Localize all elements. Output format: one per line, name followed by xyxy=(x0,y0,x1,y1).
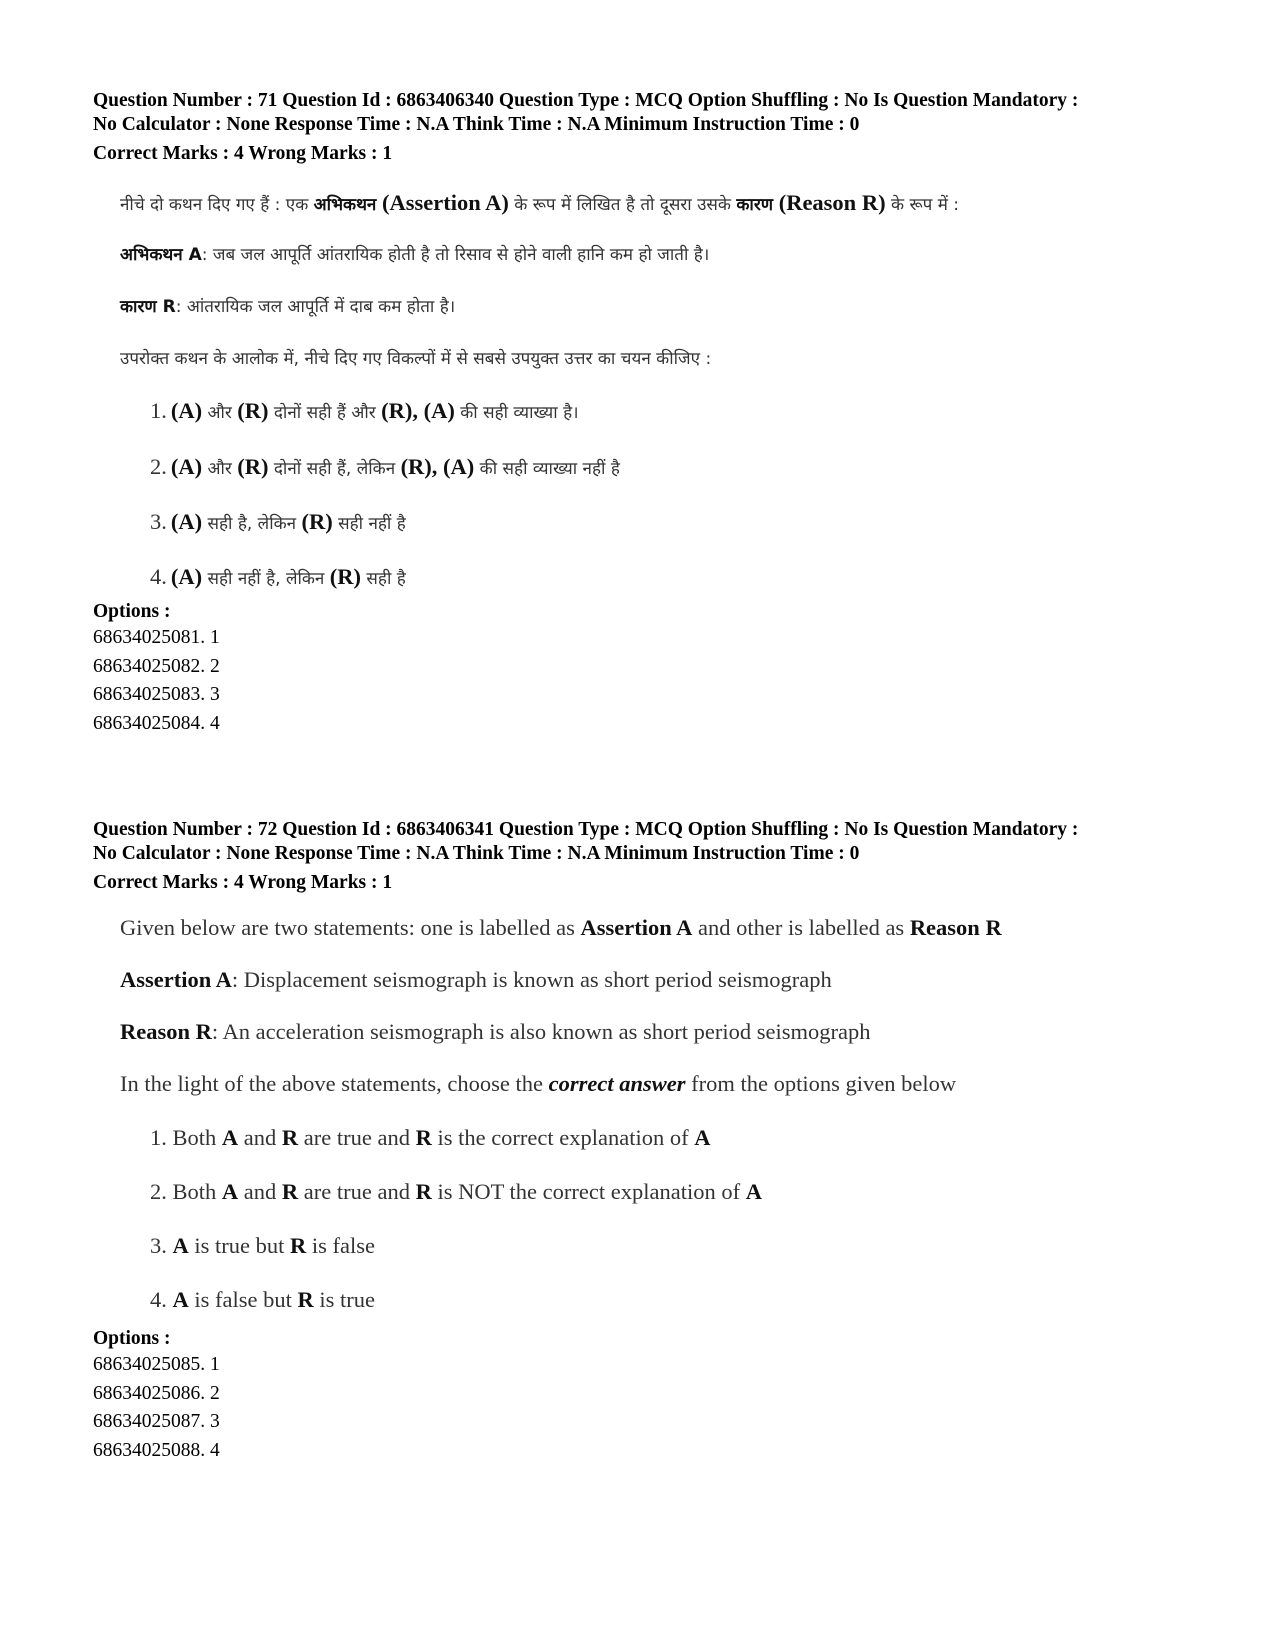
choice-4: 4. A is false but R is true xyxy=(150,1287,375,1312)
choice-2: 2. Both A and R are true and R is NOT the correct explanation of A xyxy=(150,1179,762,1204)
question-meta-line1: Question Number : 72 Question Id : 6863406341 Question Type : MCQ Option Shuffling : No Is Question Mandatory : xyxy=(93,819,1079,840)
options-label: Options : xyxy=(93,1328,171,1349)
choice-4: 4. (A) सही नहीं है, लेकिन (R) सही है xyxy=(150,564,406,589)
option-item: 68634025081. 1 xyxy=(93,627,220,648)
stem-assertion: Assertion A: Displacement seismograph is known as short period seismograph xyxy=(120,967,832,992)
question-marks: Correct Marks : 4 Wrong Marks : 1 xyxy=(93,143,393,164)
stem-reason: Reason R: An acceleration seismograph is also known as short period seismograph xyxy=(120,1019,871,1044)
options-label: Options : xyxy=(93,601,171,622)
choice-1: 1. (A) और (R) दोनों सही हैं और (R), (A) की सही व्याख्या है। xyxy=(150,398,579,423)
stem-reason: कारण R: आंतरायिक जल आपूर्ति में दाब कम होता है। xyxy=(120,297,456,317)
question-meta-line2: No Calculator : None Response Time : N.A Think Time : N.A Minimum Instruction Time : 0 xyxy=(93,843,860,864)
question-meta-line1: Question Number : 71 Question Id : 6863406340 Question Type : MCQ Option Shuffling : No Is Question Mandatory : xyxy=(93,90,1079,111)
option-item: 68634025086. 2 xyxy=(93,1382,220,1404)
choice-3: 3. (A) सही है, लेकिन (R) सही नहीं है xyxy=(150,509,406,534)
question-72 xyxy=(93,818,1203,1465)
choice-3: 3. A is true but R is false xyxy=(150,1233,375,1258)
option-item: 68634025083. 3 xyxy=(93,684,220,705)
option-item: 68634025087. 3 xyxy=(93,1411,220,1432)
options-list xyxy=(93,624,1203,738)
choice-1: 1. Both A and R are true and R is the correct explanation of A xyxy=(150,1125,711,1150)
option-item: 68634025084. 4 xyxy=(93,712,220,734)
question-meta-line2: No Calculator : None Response Time : N.A Think Time : N.A Minimum Instruction Time : 0 xyxy=(93,114,860,135)
stem-instruction: In the light of the above statements, choose the correct answer from the options given below xyxy=(120,1071,957,1096)
option-item: 68634025085. 1 xyxy=(93,1354,220,1375)
question-marks: Correct Marks : 4 Wrong Marks : 1 xyxy=(93,872,393,893)
option-item: 68634025088. 4 xyxy=(93,1439,220,1461)
stem-assertion: अभिकथन A: जब जल आपूर्ति आंतरायिक होती है तो रिसाव से होने वाली हानि कम हो जाती है। xyxy=(120,245,710,265)
stem-instruction: उपरोक्त कथन के आलोक में, नीचे दिए गए विकल्पों में से सबसे उपयुक्त उत्तर का चयन कीजिए : xyxy=(120,349,712,369)
options-list xyxy=(93,1351,1203,1465)
stem-intro: नीचे दो कथन दिए गए हैं : एक अभिकथन (Assertion A) के रूप में लिखित है तो दूसरा उसके कारण (Reason R) के रूप में : xyxy=(120,190,960,215)
option-item: 68634025082. 2 xyxy=(93,655,220,677)
question-stem-image xyxy=(120,166,1203,598)
choice-2: 2. (A) और (R) दोनों सही हैं, लेकिन (R), (A) की सही व्याख्या नहीं है xyxy=(150,454,620,479)
question-stem-image xyxy=(120,895,1203,1327)
question-71 xyxy=(93,89,1203,738)
stem-intro: Given below are two statements: one is labelled as Assertion A and other is labelled as Reason R xyxy=(120,915,1002,940)
